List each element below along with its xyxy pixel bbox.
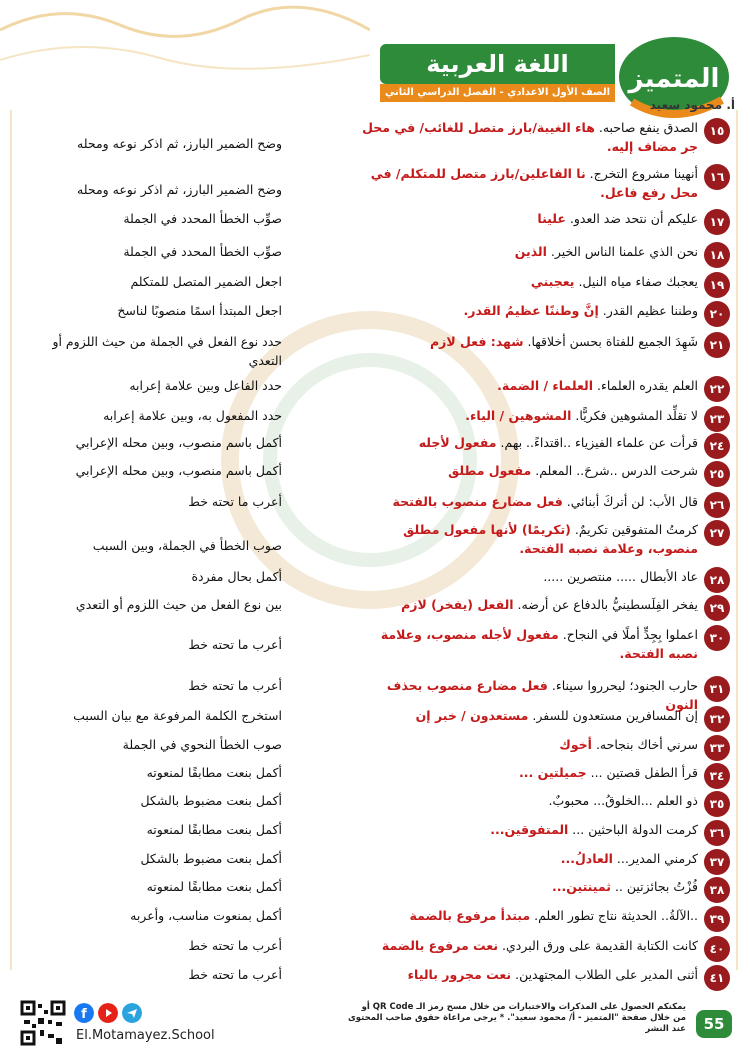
item-number-badge: ٣٥ (704, 791, 730, 817)
item-text: يفخر الفِلَسطينيُّ بالدفاع عن أرضه. (517, 597, 698, 612)
item-instruction: حدد المفعول به، وبين علامة إعرابه (103, 408, 282, 423)
item-instruction: أكمل بنعت مطابقًا لمنعوته (146, 765, 282, 780)
facebook-icon[interactable] (74, 1003, 94, 1023)
item-number-badge: ٣٧ (704, 849, 730, 875)
item-instruction: أكمل باسم منصوب، وبين محله الإعرابي (75, 435, 282, 450)
item-answer: يعجبني (530, 274, 575, 289)
item-answer: نعت مجرور بالياء (407, 967, 512, 982)
item-answer: إنَّ وطننًا عظيمُ القدر. (463, 303, 599, 318)
item-sentence (358, 272, 698, 291)
item-text: عاد الأبطال ..... منتصرين ..... (543, 569, 698, 584)
item-instruction: صوب الخطأ النحوي في الجملة (122, 737, 282, 752)
item-text: العلم يقدره العلماء. (596, 378, 698, 393)
item-number-badge: ١٧ (704, 209, 730, 235)
item-sentence (358, 763, 698, 782)
item-sentence (358, 118, 698, 156)
item-answer: علينا (537, 211, 566, 226)
item-answer: الفعل (يفخر) لازم (401, 597, 514, 612)
item-instruction: أعرب ما تحته خط (188, 967, 282, 982)
item-number-badge: ٢٧ (704, 520, 730, 546)
item-instruction: أكمل بنعت مطابقًا لمنعوته (146, 822, 282, 837)
item-instruction: أكمل بمنعوت مناسب، وأعربه (130, 908, 282, 923)
item-answer: الذين (514, 244, 547, 259)
item-answer: مفعول لأجله منصوب، وعلامة نصبه الفتحة. (380, 627, 698, 661)
item-number-badge: ٢٣ (704, 406, 730, 432)
item-sentence (358, 433, 698, 452)
item-text: عليكم أن نتحد ضد العدو. (569, 211, 698, 226)
item-sentence (358, 332, 698, 351)
item-instruction: استخرج الكلمة المرفوعة مع بيان السبب (73, 708, 282, 723)
qr-code-icon[interactable] (20, 1000, 66, 1046)
item-sentence (358, 376, 698, 395)
item-number-badge: ١٨ (704, 242, 730, 268)
item-text: وطننا عظيم القدر. (602, 303, 698, 318)
item-text: كرمني المدير... (616, 851, 698, 866)
item-text: ذو العلم ...الخلوقُ... محبوبٌ. (548, 793, 698, 808)
item-sentence (358, 706, 698, 725)
item-number-badge: ٢٥ (704, 461, 730, 487)
item-answer: نا الفاعلين/بارز متصل للمتكلم/ في محل رفع فاعل. (370, 166, 698, 200)
item-sentence (358, 567, 698, 586)
item-text: كرمت الدولة الباحثين ... (572, 822, 698, 837)
item-instruction: أكمل بنعت مطابقًا لمنعوته (146, 879, 282, 894)
footer-note: يمكنكم الحصول على المذكرات والاختبارات من خلال مسح رمز الـ QR Code أو من خلال صفحة "المتميز - أ/ محمود سعيد". * يرجى مراعاة حقوق صاحب المحتوى عند النشر (348, 1002, 686, 1034)
item-sentence (358, 849, 698, 868)
page-title: اللغة العربية (380, 44, 615, 84)
item-text: الصدق ينفع صاحبه. (598, 120, 698, 135)
item-text: فُزْتُ بجائزتين .. (614, 879, 698, 894)
item-number-badge: ١٥ (704, 118, 730, 144)
youtube-icon[interactable] (98, 1003, 118, 1023)
item-number-badge: ٣٦ (704, 820, 730, 846)
item-number-badge: ٣٠ (704, 625, 730, 651)
item-instruction: أعرب ما تحته خط (188, 938, 282, 953)
item-text: سرني أخاك بنجاحه. (595, 737, 698, 752)
item-text: أنهينا مشروع التخرج. (589, 166, 698, 181)
item-number-badge: ٢١ (704, 332, 730, 358)
item-number-badge: ٤٠ (704, 936, 730, 962)
item-number-badge: ٢٨ (704, 567, 730, 593)
item-answer: مفعول لأجله (418, 435, 497, 450)
page-subtitle: الصف الأول الاعدادي - الفصل الدراسي الثاني (380, 84, 615, 102)
page-number: 55 (696, 1010, 732, 1038)
item-number-badge: ٢٤ (704, 433, 730, 459)
item-instruction: صوب الخطأ في الجملة، وبين السبب (92, 538, 282, 553)
item-sentence (358, 625, 698, 663)
item-text: اعملوا بِجِدٍّ أملًا في النجاح. (562, 627, 698, 642)
item-instruction: صوِّب الخطأ المحدد في الجملة (123, 244, 282, 259)
item-sentence (358, 906, 698, 925)
item-number-badge: ١٦ (704, 164, 730, 190)
item-answer: العادلُ... (560, 851, 613, 866)
item-text: شَهِدَ الجميع للفتاة بحسن أخلاقها. (527, 334, 698, 349)
item-sentence (358, 820, 698, 839)
item-text: حارب الجنود؛ ليحرروا سيناء. (551, 678, 698, 693)
item-number-badge: ٣٨ (704, 877, 730, 903)
item-answer: هاء الغيبة/بارز متصل للغائب/ في محل جر مضاف إليه. (362, 120, 698, 154)
item-answer: ثمينتين... (551, 879, 611, 894)
item-instruction: وضح الضمير البارز، ثم اذكر نوعه ومحله (77, 182, 282, 197)
item-answer: شهد: فعل لازم (430, 334, 524, 349)
item-instruction: أكمل بنعت مضبوط بالشكل (140, 851, 282, 866)
item-instruction: أكمل باسم منصوب، وبين محله الإعرابي (75, 463, 282, 478)
author-name: أ. محمود سعيد (649, 98, 735, 112)
item-number-badge: ٤١ (704, 965, 730, 991)
item-sentence (358, 877, 698, 896)
item-instruction: أكمل بنعت مضبوط بالشكل (140, 793, 282, 808)
item-answer: مفعول مطلق (448, 463, 532, 478)
item-text: كرمتُ المتفوقين تكريمٌ. (574, 522, 698, 537)
item-answer: العلماء / الضمة. (497, 378, 593, 393)
item-sentence (358, 492, 698, 511)
item-instruction: حدد نوع الفعل في الجملة من حيث اللزوم أو التعدي (52, 334, 282, 368)
item-number-badge: ٢٦ (704, 492, 730, 518)
item-sentence (358, 735, 698, 754)
item-instruction: بين نوع الفعل من حيث اللزوم أو التعدي (75, 597, 282, 612)
item-instruction: أعرب ما تحته خط (188, 494, 282, 509)
item-number-badge: ٢٢ (704, 376, 730, 402)
item-answer: فعل مضارع منصوب بحذف النون (386, 678, 698, 712)
item-text: أثنى المدير على الطلاب المجتهدين. (515, 967, 698, 982)
item-text: ..الآلةُ.. الحديثة نتاج تطور العلم. (534, 908, 698, 923)
item-answer: المتفوقين... (490, 822, 569, 837)
logo-text: المتميز (628, 64, 720, 94)
item-text: قرأ الطفل قصتين ... (590, 765, 698, 780)
item-text: نحن الذي علمنا الناس الخير. (550, 244, 698, 259)
item-number-badge: ١٩ (704, 272, 730, 298)
item-answer: نعت مرفوع بالضمة (381, 938, 499, 953)
telegram-icon[interactable] (122, 1003, 142, 1023)
item-answer: جميلتين ... (518, 765, 587, 780)
item-instruction: صوِّب الخطأ المحدد في الجملة (123, 211, 282, 226)
item-instruction: وضح الضمير البارز، ثم اذكر نوعه ومحله (77, 136, 282, 151)
item-sentence (358, 965, 698, 984)
item-instruction: أعرب ما تحته خط (188, 637, 282, 652)
item-number-badge: ٣١ (704, 676, 730, 702)
item-answer: فعل مضارع منصوب بالفتحة (392, 494, 563, 509)
item-instruction: اجعل المبتدأ اسمًا منصوبًا لناسخ (117, 303, 282, 318)
item-text: قرأت عن علماء الفيزياء ..اقتداءً.. بهم. (500, 435, 698, 450)
item-instruction: حدد الفاعل وبين علامة إعرابه (129, 378, 282, 393)
item-answer: مستعدون / خبر إن (415, 708, 529, 723)
item-text: لا تقلِّد المشوهين فكريًّا. (575, 408, 698, 423)
social-links (74, 1003, 224, 1025)
item-number-badge: ٢٠ (704, 301, 730, 327)
item-text: إن المسافرين مستعدون للسفر. (532, 708, 698, 723)
item-sentence (358, 209, 698, 228)
item-answer: (تكريمًا) لأنها مفعول مطلق منصوب، وعلامة نصبه الفتحة. (403, 522, 698, 556)
svg-text:f: f (81, 1007, 87, 1022)
item-sentence (358, 301, 698, 320)
item-number-badge: ٢٩ (704, 595, 730, 621)
item-sentence (358, 791, 698, 810)
item-text: كانت الكتابة القديمة على ورق البردي. (502, 938, 698, 953)
item-sentence (358, 520, 698, 558)
item-number-badge: ٣٢ (704, 706, 730, 732)
item-instruction: اجعل الضمير المتصل للمتكلم (130, 274, 282, 289)
item-answer: مبتدأ مرفوع بالضمة (409, 908, 531, 923)
item-number-badge: ٣٩ (704, 906, 730, 932)
item-instruction: أكمل بحال مفردة (191, 569, 282, 584)
item-sentence (358, 164, 698, 202)
item-number-badge: ٣٣ (704, 735, 730, 761)
item-sentence (358, 406, 698, 425)
item-sentence (358, 461, 698, 480)
website-link[interactable]: El.Motamayez.School (76, 1028, 215, 1043)
item-text: قال الأب: لن أتركَ أبنائي. (566, 494, 698, 509)
item-number-badge: ٣٤ (704, 763, 730, 789)
item-sentence (358, 242, 698, 261)
item-text: شرحت الدرس ..شرحَ.. المعلم. (535, 463, 698, 478)
item-answer: المشوهين / الياء. (465, 408, 572, 423)
item-answer: أخوك (559, 737, 592, 752)
item-instruction: أعرب ما تحته خط (188, 678, 282, 693)
item-text: يعجبك صفاء مياه النيل. (578, 274, 698, 289)
item-sentence (358, 595, 698, 614)
item-sentence (358, 936, 698, 955)
